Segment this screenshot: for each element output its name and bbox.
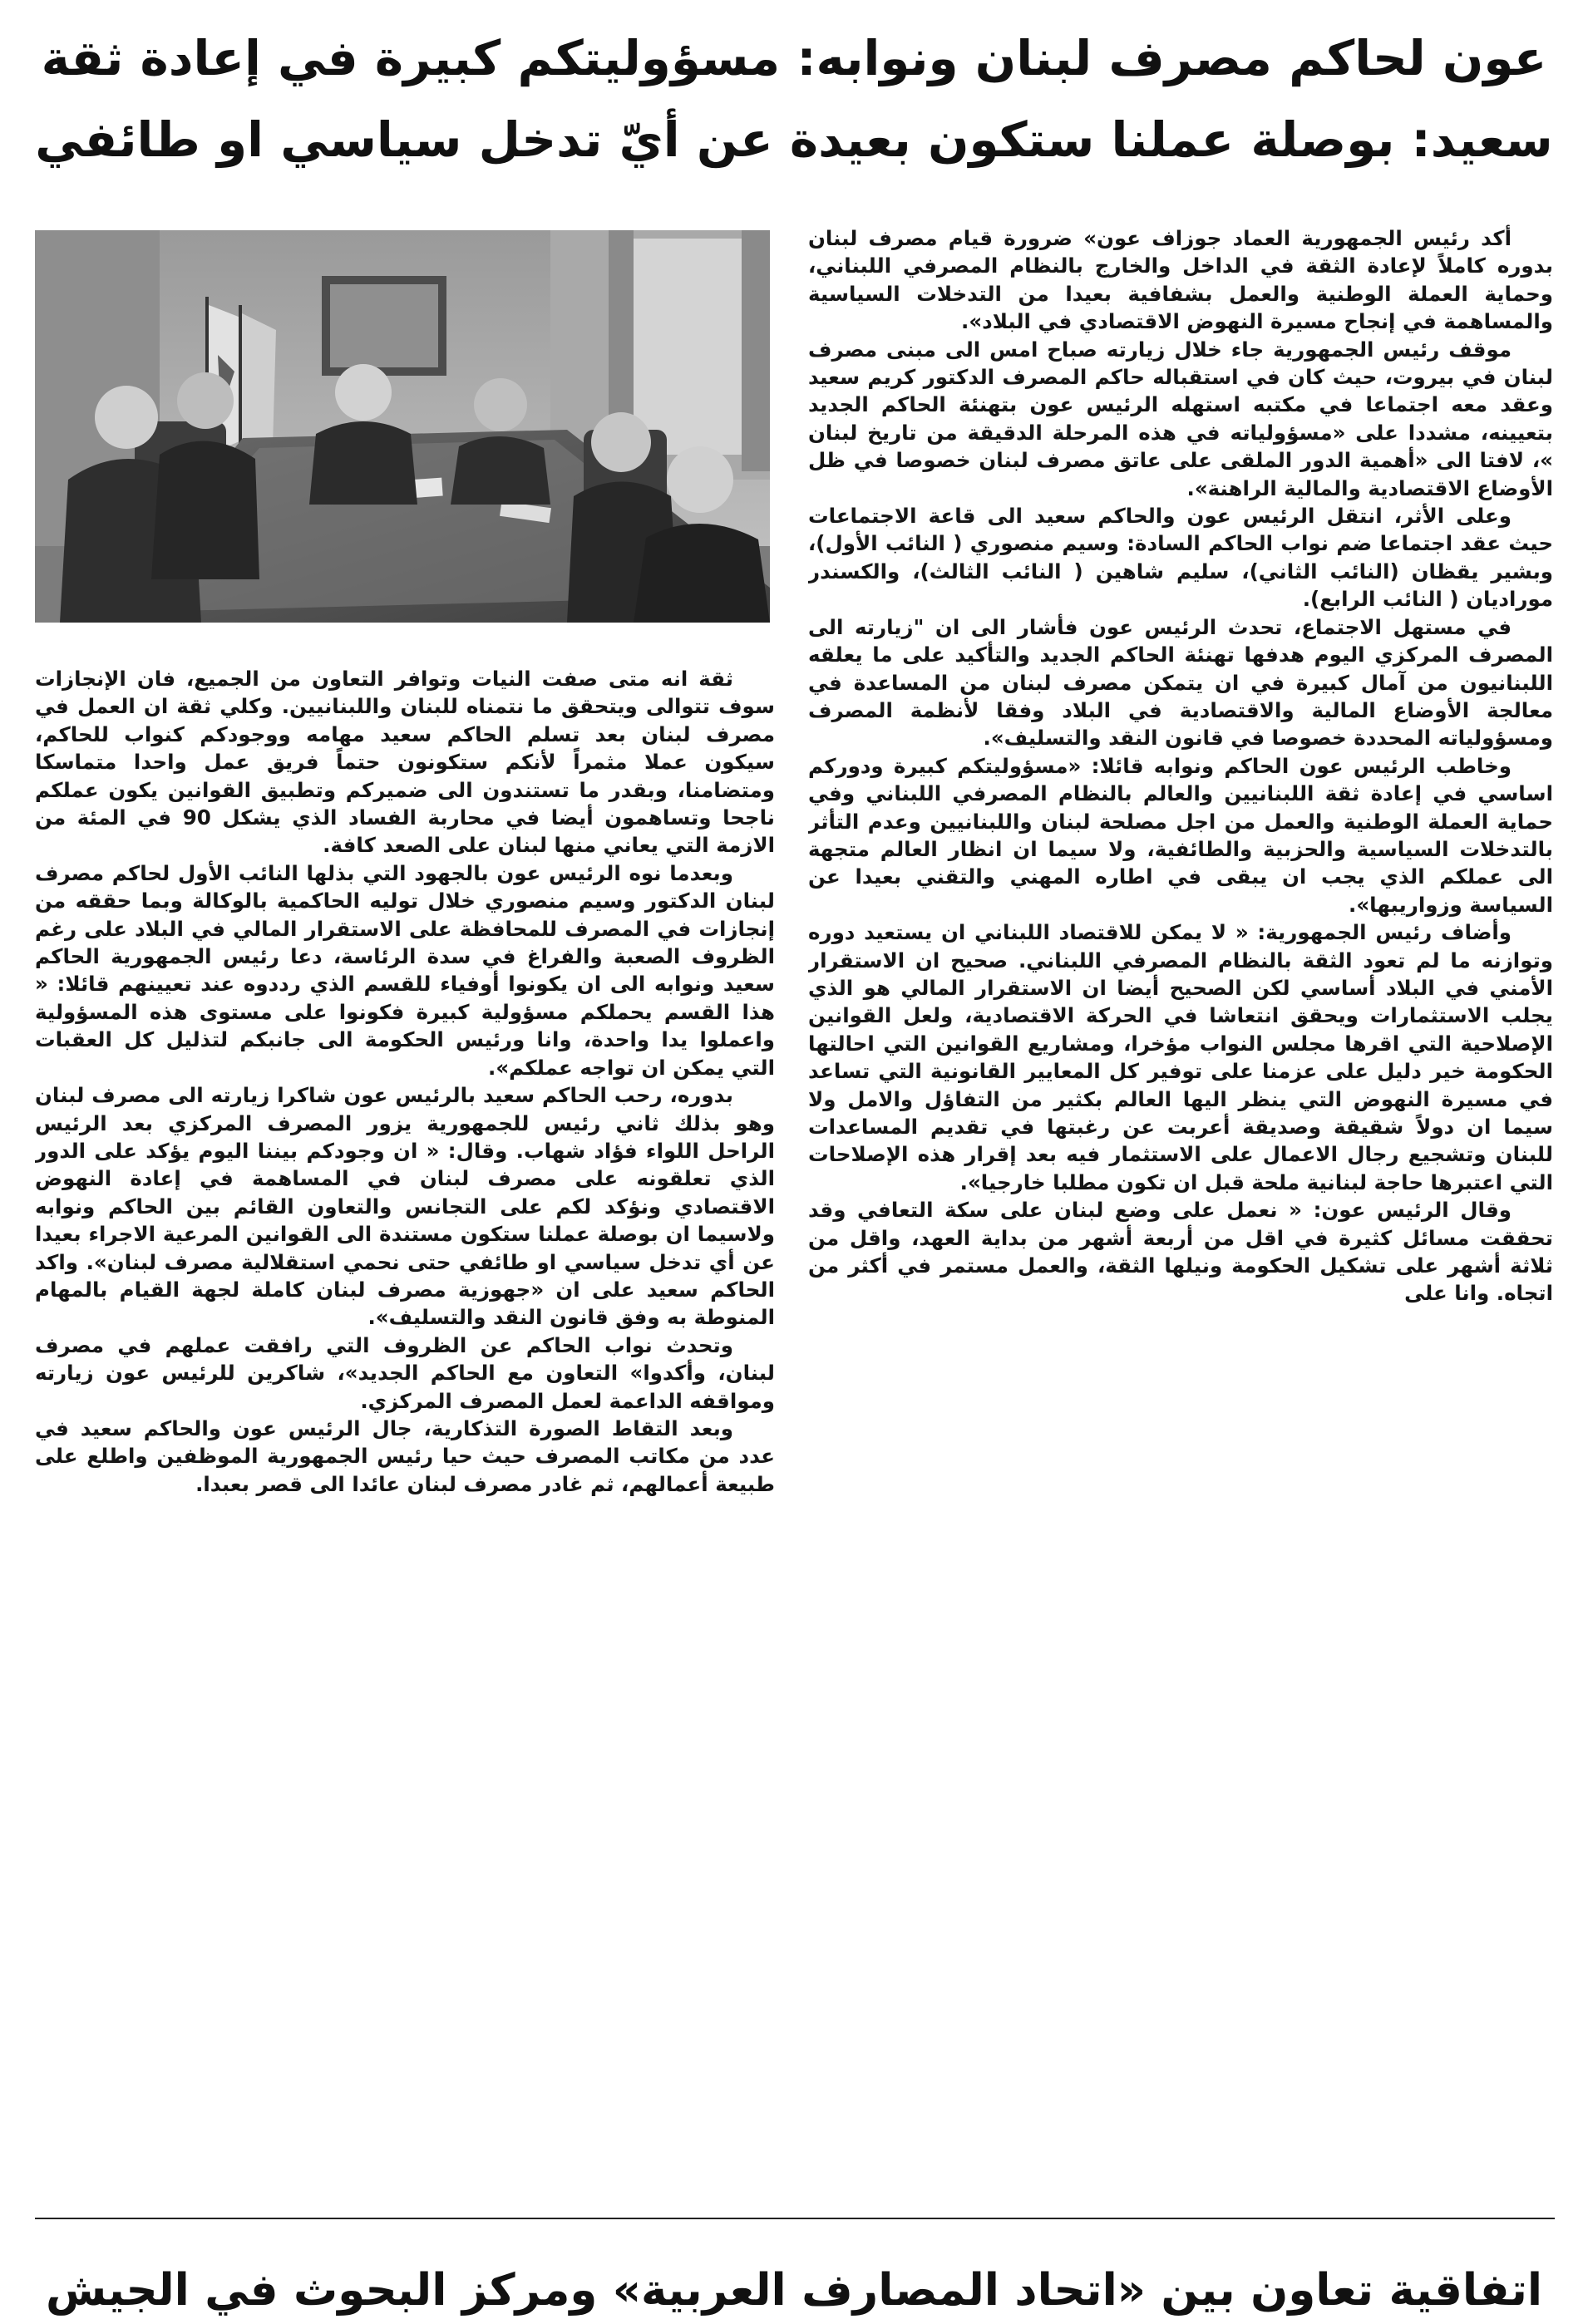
paragraph: بدوره، رحب الحاكم سعيد بالرئيس عون شاكرا زيارته الى مصرف لبنان وهو بذلك ثاني رئيس للجمهورية يزور المصرف المركزي بعد الرئيس الراحل اللواء فؤاد شهاب. وقال: « ان وجودكم بيننا اليوم يؤكد على الدور الذي تعلقونه على مصرف لبنان في المساهمة في إعادة النهوض الاقتصادي ونؤكد لكم على التجانس والتعاون القائم بين الحاكم ونوابه ولاسيما ان بوصلة عملنا ستكون مستندة الى القوانين المرعية الاجراء بعيدا عن أي تدخل سياسي او طائفي حتى نحمي استقلالية مصرف لبنان». واكد الحاكم سعيد على ان «جهوزية مصرف لبنان كاملة لجهة القيام بالمهام المنوطة به وفق قانون النقد والتسليف». (35, 1083, 775, 1330)
article-right-column (808, 224, 1553, 2136)
next-article-headline: اتفاقية تعاون بين «اتحاد المصارف العربية» ومركز البحوث في الجيش (45, 2265, 1543, 2316)
paragraph: في مستهل الاجتماع، تحدث الرئيس عون فأشار الى ان "زيارته الى المصرف المركزي اليوم هدفها تهنئة الحاكم الجديد والتأكيد على ما يعلقه اللبنانيون من آمال كبيرة في ان يتمكن مصرف لبنان من المساعدة في معالجة الأوضاع المالية والاقتصادية في البلاد وفقا لأنظمة المصرف ومسؤولياته المحددة خصوصا في قانون النقد والتسليف». (808, 614, 1553, 751)
section-divider (35, 2218, 1555, 2219)
meeting-photo-drawing (35, 230, 770, 623)
paragraph: وقال الرئيس عون: « نعمل على وضع لبنان على سكة التعافي وقد تحققت مسائل كثيرة في اقل من أربعة أشهر من بداية العهد، واقل من ثلاثة أشهر على تشكيل الحكومة ونيلها الثقة، والعمل مستمر في أكثر من اتجاه. وانا على (808, 1198, 1553, 1306)
article-left-column (35, 665, 775, 2136)
paragraph: وبعدما نوه الرئيس عون بالجهود التي بذلها النائب الأول لحاكم مصرف لبنان الدكتور وسيم منصوري خلال توليه الحاكمية بالوكالة وبما حققه من إنجازات في المصرف للمحافظة على الاستقرار المالي في البلاد على رغم الظروف الصعبة والفراغ في سدة الرئاسة، دعا رئيس الجمهورية الحاكم سعيد ونوابه الى ان يكونوا أوفياء للقسم الذي رددوه عند تعيينهم قائلا: « هذا القسم يحملكم مسؤولية كبيرة فكونوا على مستوى هذه المسؤولية واعملوا يدا واحدة، وانا ورئيس الحكومة الى جانبكم لتذليل كل العقبات التي يمكن ان تواجه عملكم». (35, 860, 775, 1080)
meeting-photo (35, 230, 770, 623)
paragraph: وعلى الأثر، انتقل الرئيس عون والحاكم سعيد الى قاعة الاجتماعات حيث عقد اجتماعا ضم نواب الحاكم السادة: وسيم منصوري ( النائب الأول)، وبشير يقظان (النائب الثاني)، سليم شاهين ( النائب الثالث)، والكسندر موراديان ( النائب الرابع). (808, 504, 1553, 612)
paragraph: وخاطب الرئيس عون الحاكم ونوابه قائلا: «مسؤوليتكم كبيرة ودوركم اساسي في إعادة ثقة اللبنانيين والعالم بالنظام المصرفي اللبناني وفي حماية العملة الوطنية والعمل من اجل مصلحة لبنان واللبنانيين وعدم التأثر بالتدخلات السياسية والحزبية والطائفية، ولا سيما ان انظار العالم متجهة الى عملكم الذي يجب ان يبقى في اطاره المهني والتقني بعيدا عن السياسة وزواريبها». (808, 753, 1553, 917)
paragraph: ثقة انه متى صفت النيات وتوافر التعاون من الجميع، فان الإنجازات سوف تتوالى ويتحقق ما نتمناه للبنان واللبنانيين. وكلي ثقة ان العمل في مصرف لبنان بعد تسلم الحاكم سعيد مهامه ووجودكم كنواب للحاكم، سيكون عملا مثمراً لأنكم ستكونون حتماً فريق عمل واحدا متماسكا ومتضامنا، وبقدر ما تستندون الى ضميركم وتطبيق القوانين يكون عملكم ناجحا وتساهمون أيضا في محاربة الفساد الذي يشكل 90 في المئة من الازمة التي يعاني منها لبنان على الصعد كافة. (35, 667, 775, 858)
paragraph: موقف رئيس الجمهورية جاء خلال زيارته صباح امس الى مبنى مصرف لبنان في بيروت، حيث كان في استقباله حاكم المصرف الدكتور كريم سعيد وعقد معه اجتماعا في مكتبه استهله الرئيس عون بتهنئة الحاكم الجديد بتعيينه، مشددا على «مسؤولياته في هذه المرحلة الدقيقة من تاريخ لبنان »، لافتا الى «أهمية الدور الملقى على عاتق مصرف لبنان خصوصا في ظل الأوضاع الاقتصادية والمالية الراهنة». (808, 337, 1553, 500)
paragraph: أكد رئيس الجمهورية العماد جوزاف عون» ضرورة قيام مصرف لبنان بدوره كاملاً لإعادة الثقة في الداخل والخارج بالنظام المصرفي اللبناني، وحماية العملة الوطنية والعمل بشفافية بعيدا من التدخلات السياسية والمساهمة في إنجاح مسيرة النهوض الاقتصادي في البلاد». (808, 226, 1553, 334)
paragraph: وأضاف رئيس الجمهورية: « لا يمكن للاقتصاد اللبناني ان يستعيد دوره وتوازنه ما لم تعود الثقة بالنظام المصرفي اللبناني. صحيح ان الاستقرار الأمني في البلاد أساسي لكن الصحيح أيضا ان الاستقرار المالي هو الذي يجلب الاستثمارات ويحقق انتعاشا في الحركة الاقتصادية، ولعل القوانين الإصلاحية التي اقرها مجلس النواب مؤخرا، ومشاريع القوانين التي احالتها الحكومة خير دليل على عزمنا على توفير كل المعايير القانونية التي تساعد في مسيرة النهوض التي ينظر اليها العالم بكثير من التفاؤل والامل ولا سيما ان دولاً شقيقة وصديقة أعربت عن رغبتها في تقديم المساعدات للبنان وتشجيع رجال الاعمال على الاستثمار فيه بعد إقرار هذه الإصلاحات التي اعتبرها حاجة لبنانية ملحة قبل ان تكون مطلبا خارجيا». (808, 920, 1553, 1194)
headline-line-1: عون لحاكم مصرف لبنان ونوابه: مسؤوليتكم كبيرة في إعادة ثقة (41, 30, 1547, 86)
headline-line-2: سعيد: بوصلة عملنا ستكون بعيدة عن أيّ تدخل سياسي او طائفي (35, 111, 1553, 168)
paragraph: وبعد التقاط الصورة التذكارية، جال الرئيس عون والحاكم سعيد في عدد من مكاتب المصرف حيث حيا رئيس الجمهورية الموظفين واطلع على طبيعة أعمالهم، ثم غادر مصرف لبنان عائدا الى قصر بعبدا. (35, 1416, 775, 1496)
paragraph: وتحدث نواب الحاكم عن الظروف التي رافقت عملهم في مصرف لبنان، وأكدوا» التعاون مع الحاكم الجديد»، شاكرين للرئيس عون زيارته ومواقفه الداعمة لعمل المصرف المركزي. (35, 1332, 775, 1413)
